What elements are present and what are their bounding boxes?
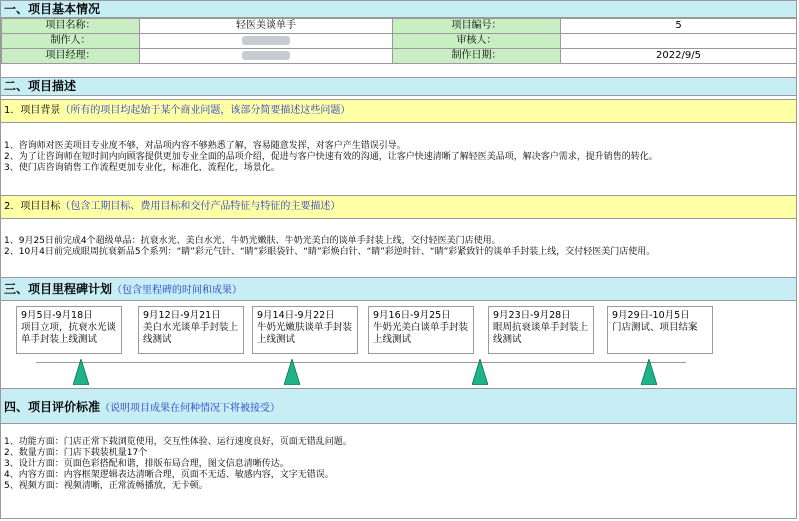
- section-basic-info: [1, 0, 796, 18]
- section-description: [1, 77, 796, 96]
- background-header: [1, 99, 796, 123]
- evaluation-line: 4、内容方面：内容框架逻辑表达清晰合理，页面不无适、敏感内容，文字无错误。: [4, 470, 334, 480]
- milestone-card: [16, 306, 122, 354]
- date-label: 制作日期：: [393, 49, 561, 64]
- manager-value[interactable]: [140, 49, 393, 64]
- project-number-label: 项目编号：: [393, 19, 561, 34]
- background-title: 1．项目背景: [4, 105, 61, 116]
- manager-label: 项目经理：: [2, 49, 140, 64]
- goal-line: 1、9月25日前完成4个超级单品：抗衰水光、美白水光、牛奶光嫩肤、牛奶光美白的谈单手封装上线，交付轻医美门店使用。: [4, 236, 501, 246]
- evaluation-line: 5、视频方面：视频清晰，正常流畅播放，无卡顿。: [4, 481, 208, 491]
- milestone-marker-icon: [641, 359, 657, 385]
- project-number-value[interactable]: 5: [561, 19, 797, 34]
- goal-line: 2、10月4日前完成眼周抗衰新品5个系列：“睛”彩元气针、“睛”彩眼袋针、“睛”彩焕白针、“睛”彩逆时针、“睛”彩紧致针的谈单手封装上线，交付轻医美门店使用。: [4, 247, 656, 257]
- milestone-card: [488, 306, 594, 354]
- milestone-date: 9月29日-10月5日: [612, 310, 690, 321]
- evaluation-line: 3、设计方面：页面色彩搭配和谐，排版布局合理，图文信息清晰传达。: [4, 459, 289, 469]
- milestone-date: 9月23日-9月28日: [493, 310, 571, 321]
- background-hint: （所有的项目均起始于某个商业问题，该部分简要描述这些问题）: [60, 105, 351, 116]
- basic-info-table: [1, 18, 797, 64]
- project-name-value[interactable]: 轻医美谈单手: [140, 19, 393, 34]
- goal-lines: [4, 236, 794, 258]
- evaluation-hint: （说明项目成果在何种情况下将被接受）: [100, 403, 281, 414]
- milestone-marker-icon: [73, 359, 89, 385]
- milestone-text: 美白水光谈单手封装上线测试: [143, 322, 239, 345]
- evaluation-lines: [4, 437, 794, 492]
- milestone-text: 项目立项，抗衰水光谈单手封装上线测试: [21, 322, 117, 345]
- reviewer-value[interactable]: [561, 34, 797, 49]
- background-line: 3、使门店咨询销售工作流程更加专业化，标准化，流程化，场景化。: [4, 163, 280, 173]
- milestone-text: 牛奶光嫩肤谈单手封装上线测试: [257, 322, 353, 345]
- background-lines: [4, 141, 794, 174]
- reviewer-label: 审核人：: [393, 34, 561, 49]
- goal-hint: （包含工期目标、费用目标和交付产品特征与特征的主要描述）: [60, 201, 341, 212]
- section-evaluation: [1, 388, 796, 424]
- milestone-card: [607, 306, 713, 354]
- milestone-date: 9月16日-9月25日: [373, 310, 451, 321]
- section-title: 三、项目里程碑计划: [4, 282, 113, 296]
- milestone-text: 眼周抗衰谈单手封装上线测试: [493, 322, 589, 345]
- milestone-card: [252, 306, 358, 354]
- date-value[interactable]: 2022/9/5: [561, 49, 797, 64]
- milestone-text: 牛奶光美白谈单手封装上线测试: [373, 322, 469, 345]
- section-title: 四、项目评价标准: [4, 400, 101, 414]
- milestone-marker-icon: [472, 359, 488, 385]
- maker-label: 制作人：: [2, 34, 140, 49]
- project-name-label: 项目名称：: [2, 19, 140, 34]
- milestone-date: 9月5日-9月18日: [21, 310, 93, 321]
- milestone-hint: （包含里程碑的时间和成果）: [112, 285, 243, 296]
- goal-header: [1, 195, 796, 219]
- background-line: 2、为了让咨询师在短时间内向顾客提供更加专业全面的品项介绍，促进与客户快速有效的沟通，让客户快速清晰了解轻医美品项，解决客户需求，提升销售的转化。: [4, 152, 658, 162]
- section-milestones: [1, 277, 796, 301]
- timeline-line: [36, 362, 686, 363]
- milestone-card: [138, 306, 244, 354]
- section-title: 一、项目基本情况: [4, 2, 101, 16]
- evaluation-line: 1、功能方面：门店正常下载浏览使用，交互性体验、运行速度良好，页面无错乱问题。: [4, 437, 352, 447]
- background-line: 1、咨询师对医美项目专业度不够，对品项内容不够熟悉了解，容易随意发挥，对客户产生错误引导。: [4, 141, 406, 151]
- goal-title: 2．项目目标: [4, 201, 61, 212]
- milestone-marker-icon: [284, 359, 300, 385]
- evaluation-line: 2、数量方面：门店下载装机量17个: [4, 448, 148, 458]
- redacted-name: [242, 36, 290, 45]
- milestone-date: 9月14日-9月22日: [257, 310, 335, 321]
- milestone-card: [368, 306, 474, 354]
- section-title: 二、项目描述: [4, 79, 77, 93]
- milestone-date: 9月12日-9月21日: [143, 310, 221, 321]
- maker-value[interactable]: [140, 34, 393, 49]
- milestone-text: 门店测试、项目结案: [612, 322, 698, 333]
- redacted-name: [242, 51, 290, 60]
